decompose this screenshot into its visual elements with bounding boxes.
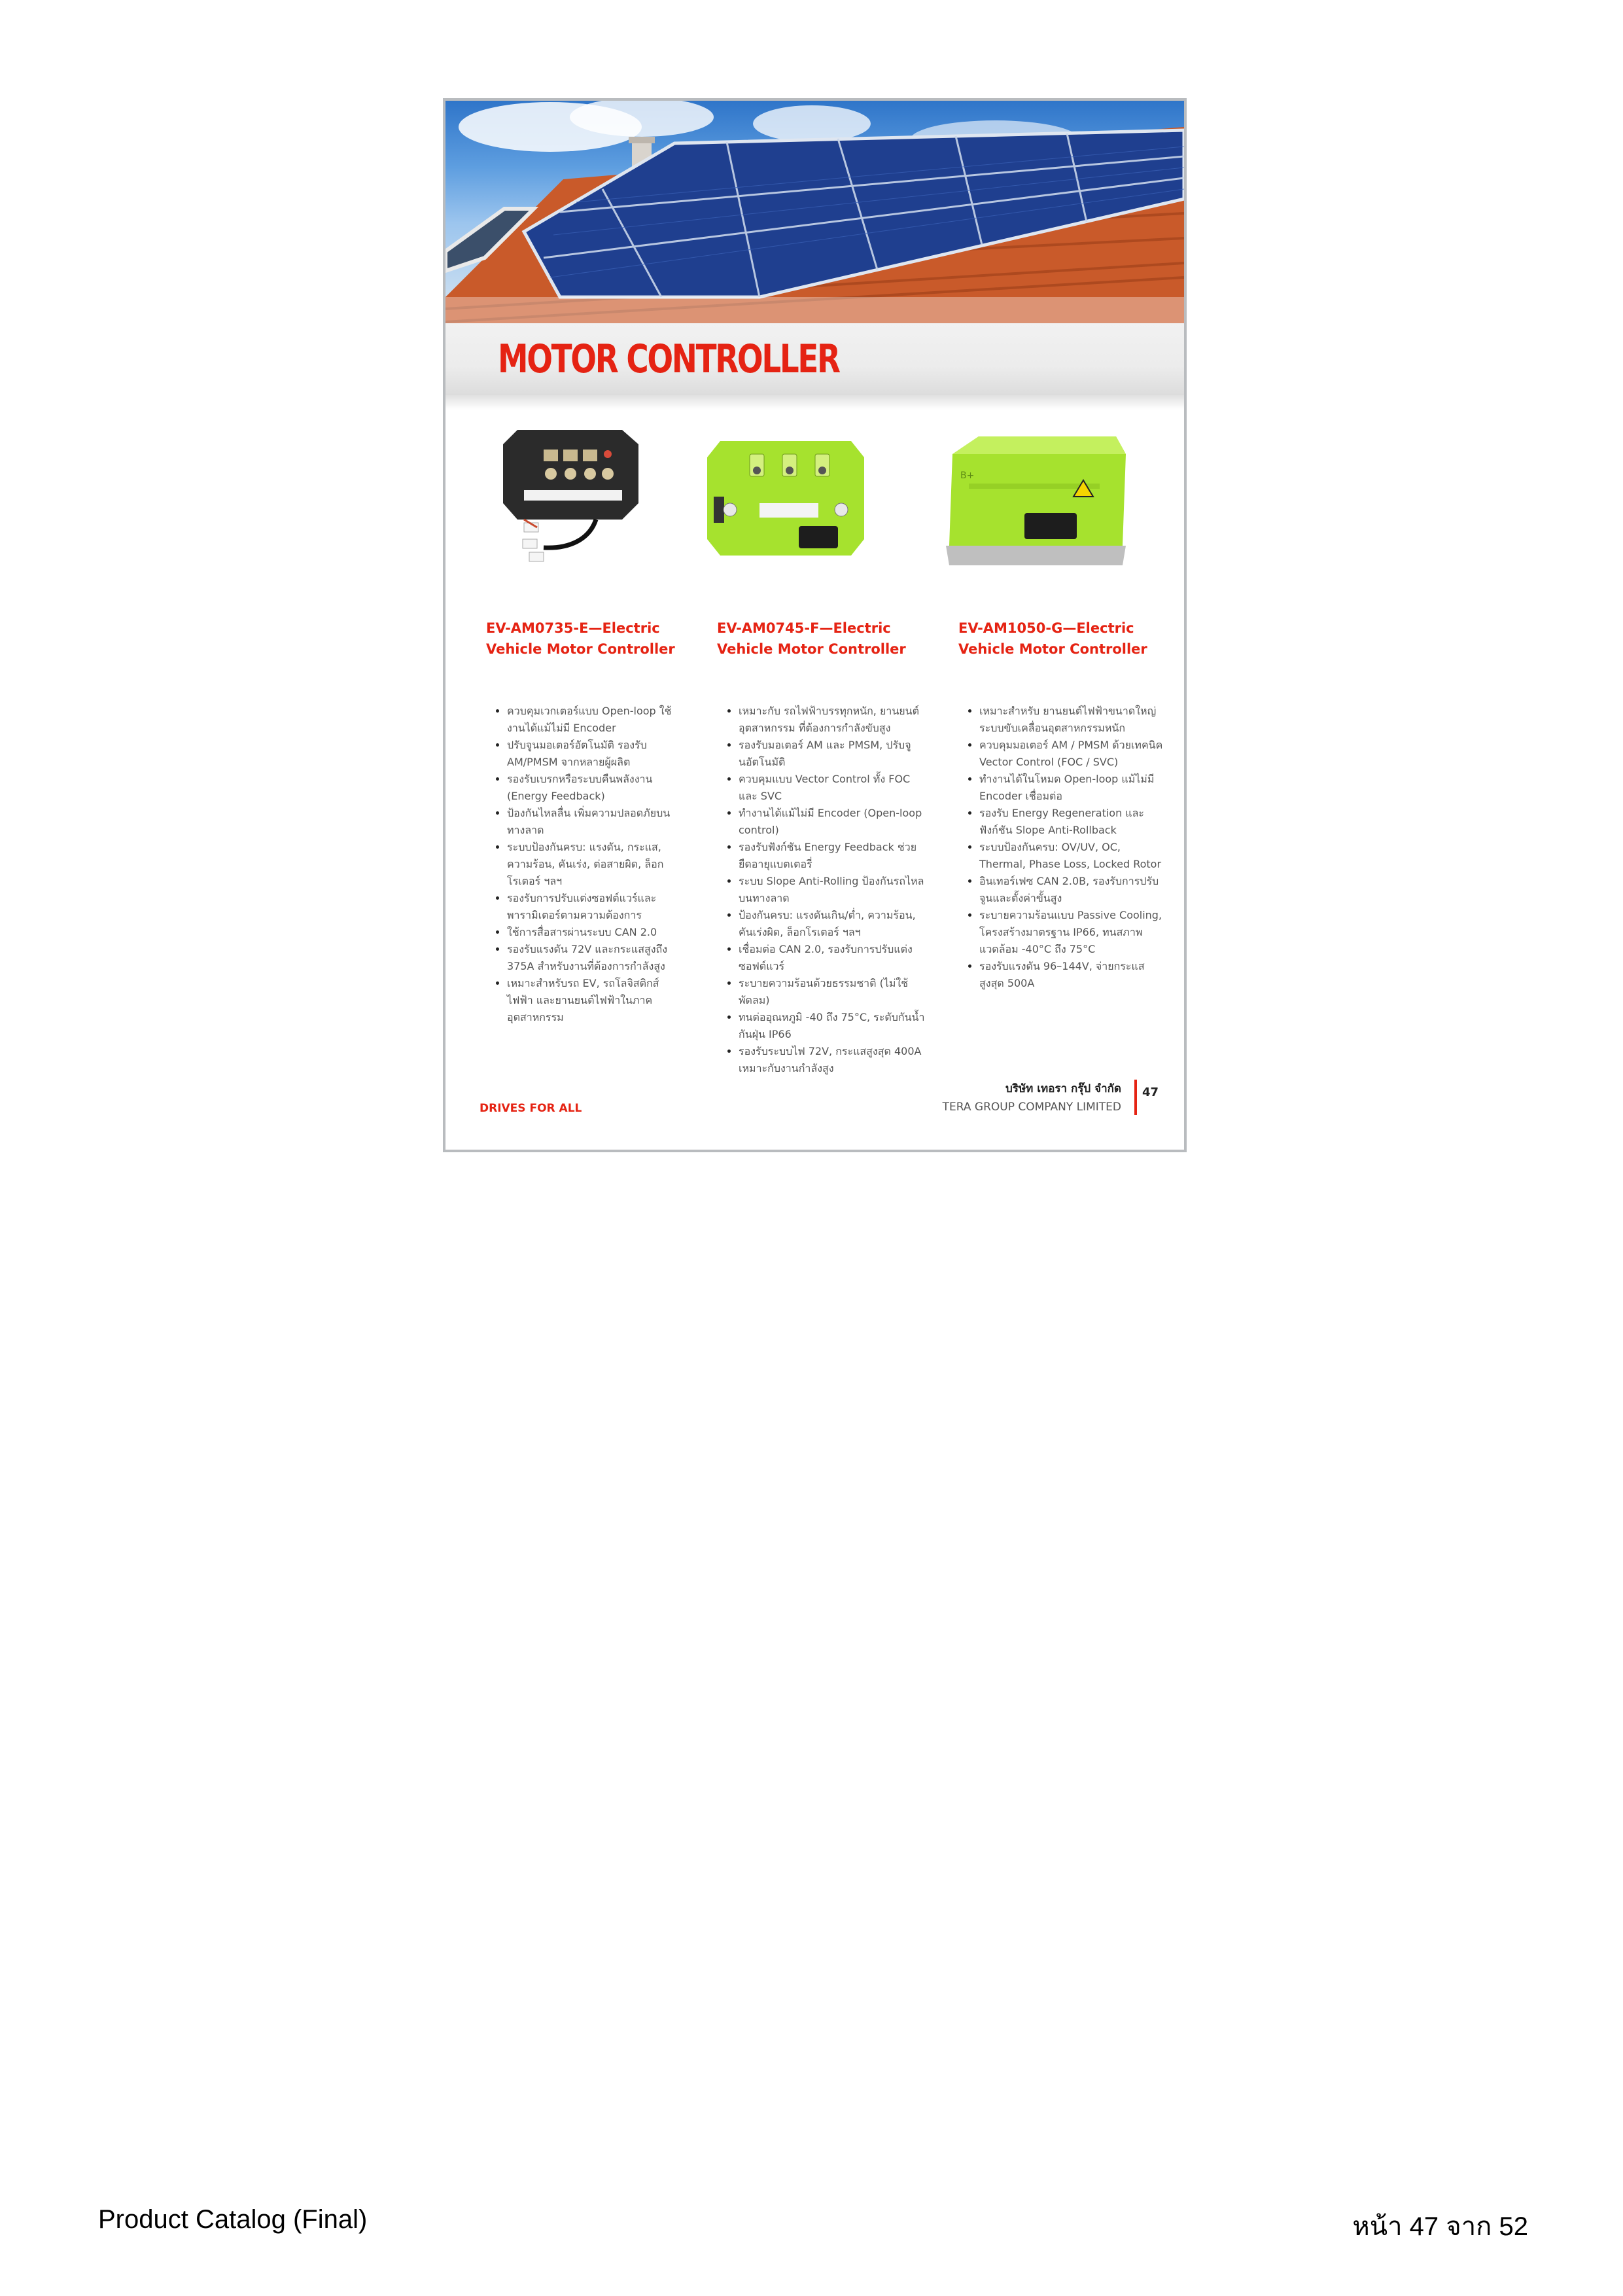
product-title-ev-am1050-g: EV-AM1050-G—Electric Vehicle Motor Controller xyxy=(958,620,1147,657)
list-item: • ป้องกันไหลลื่น เพิ่มความปลอดภัยบนทางลาด xyxy=(507,805,680,839)
list-item: • เหมาะกับ รถไฟฟ้าบรรทุกหนัก, ยานยนต์อุตสาหกรรม ที่ต้องการกำลังขับสูง xyxy=(739,703,928,737)
product-image-ev-am0745-f xyxy=(704,434,867,565)
list-item: • รองรับมอเตอร์ AM และ PMSM, ปรับจูนอัตโนมัติ xyxy=(739,737,928,771)
list-item: • รองรับการปรับแต่งซอฟต์แวร์และพารามิเตอร์ตามความต้องการ xyxy=(507,890,680,924)
features-list-ev-am0735-e xyxy=(487,703,680,1026)
page-number-divider xyxy=(1134,1080,1137,1115)
list-item: • รองรับแรงดัน 72V และกระแสสูงถึง 375A สำหรับงานที่ต้องการกำลังสูง xyxy=(507,941,680,975)
company-block xyxy=(943,1080,1121,1116)
product-title-ev-am0735-e: EV-AM0735-E—Electric Vehicle Motor Controller xyxy=(486,620,675,657)
list-item: • รองรับแรงดัน 96–144V, จ่ายกระแสสูงสุด 500A xyxy=(979,958,1169,992)
company-name-thai: บริษัท เทอรา กรุ๊ป จำกัด xyxy=(1005,1082,1121,1095)
tagline: DRIVES FOR ALL xyxy=(480,1102,582,1115)
list-item: • ระบายความร้อนแบบ Passive Cooling, โครงสร้างมาตรฐาน IP66, ทนสภาพแวดล้อม -40°C ถึง 75°C xyxy=(979,907,1169,958)
list-item: • เหมาะสำหรับ ยานยนต์ไฟฟ้าขนาดใหญ่ ระบบขับเคลื่อนอุตสาหกรรมหนัก xyxy=(979,703,1169,737)
list-item: • ควบคุมแบบ Vector Control ทั้ง FOC และ SVC xyxy=(739,771,928,805)
title-band xyxy=(445,323,1184,395)
list-item: • ใช้การสื่อสารผ่านระบบ CAN 2.0 xyxy=(507,924,680,941)
list-item: • เชื่อมต่อ CAN 2.0, รองรับการปรับแต่งซอฟต์แวร์ xyxy=(739,941,928,975)
list-item: • ระบายความร้อนด้วยธรรมชาติ (ไม่ใช้พัดลม) xyxy=(739,975,928,1009)
list-item: • ทำงานได้แม้ไม่มี Encoder (Open-loop control) xyxy=(739,805,928,839)
hero-solar-roof-image xyxy=(445,101,1184,323)
product-image-ev-am0735-e xyxy=(498,425,655,569)
solar-roof-illustration xyxy=(445,101,1184,323)
page-title: MOTOR CONTROLLER xyxy=(498,336,839,382)
list-item: • ระบบ Slope Anti-Rolling ป้องกันรถไหลบนทางลาด xyxy=(739,873,928,907)
list-item: • ระบบป้องกันครบ: แรงดัน, กระแส, ความร้อน, คันเร่ง, ต่อสายผิด, ล็อกโรเตอร์ ฯลฯ xyxy=(507,839,680,890)
document-footer-title: Product Catalog (Final) xyxy=(98,2205,368,2234)
list-item: • ปรับจูนมอเตอร์อัตโนมัติ รองรับ AM/PMSM จากหลายผู้ผลิต xyxy=(507,737,680,771)
list-item: • ควบคุมเวกเตอร์แบบ Open-loop ใช้งานได้แม้ไม่มี Encoder xyxy=(507,703,680,737)
list-item: • ป้องกันครบ: แรงดันเกิน/ต่ำ, ความร้อน, คันเร่งผิด, ล็อกโรเตอร์ ฯลฯ xyxy=(739,907,928,941)
motor-controller-large-green-icon xyxy=(939,431,1129,572)
list-item: • เหมาะสำหรับรถ EV, รถโลจิสติกส์ไฟฟ้า และยานยนต์ไฟฟ้าในภาคอุตสาหกรรม xyxy=(507,975,680,1026)
list-item: • รองรับระบบไฟ 72V, กระแสสูงสุด 400A เหมาะกับงานกำลังสูง xyxy=(739,1043,928,1077)
page-number: 47 xyxy=(1142,1086,1159,1099)
catalog-page xyxy=(443,98,1187,1152)
list-item: • ทนต่ออุณหภูมิ -40 ถึง 75°C, ระดับกันน้ำกันฝุ่น IP66 xyxy=(739,1009,928,1043)
list-item: • รองรับฟังก์ชัน Energy Feedback ช่วยยืดอายุแบตเตอรี่ xyxy=(739,839,928,873)
motor-controller-black-icon xyxy=(498,425,655,569)
product-title-ev-am0745-f: EV-AM0745-F—Electric Vehicle Motor Controller xyxy=(717,620,906,657)
list-item: • ทำงานได้ในโหมด Open-loop แม้ไม่มี Encoder เชื่อมต่อ xyxy=(979,771,1169,805)
list-item: • รองรับ Energy Regeneration และฟังก์ชัน Slope Anti-Rollback xyxy=(979,805,1169,839)
features-list-ev-am0745-f xyxy=(719,703,928,1077)
list-item: • ระบบป้องกันครบ: OV/UV, OC, Thermal, Phase Loss, Locked Rotor xyxy=(979,839,1169,873)
svg-text:B+: B+ xyxy=(960,470,975,481)
company-name-english: TERA GROUP COMPANY LIMITED xyxy=(942,1101,1121,1114)
list-item: • อินเทอร์เฟซ CAN 2.0B, รองรับการปรับจูนและตั้งค่าขั้นสูง xyxy=(979,873,1169,907)
list-item: • ควบคุมมอเตอร์ AM / PMSM ด้วยเทคนิค Vector Control (FOC / SVC) xyxy=(979,737,1169,771)
motor-controller-green-icon xyxy=(704,434,867,565)
document-footer-page: หน้า 47 จาก 52 xyxy=(1352,2212,1528,2241)
features-list-ev-am1050-g xyxy=(960,703,1169,992)
list-item: • รองรับเบรกหรือระบบคืนพลังงาน (Energy Feedback) xyxy=(507,771,680,805)
product-image-ev-am1050-g xyxy=(939,431,1129,572)
